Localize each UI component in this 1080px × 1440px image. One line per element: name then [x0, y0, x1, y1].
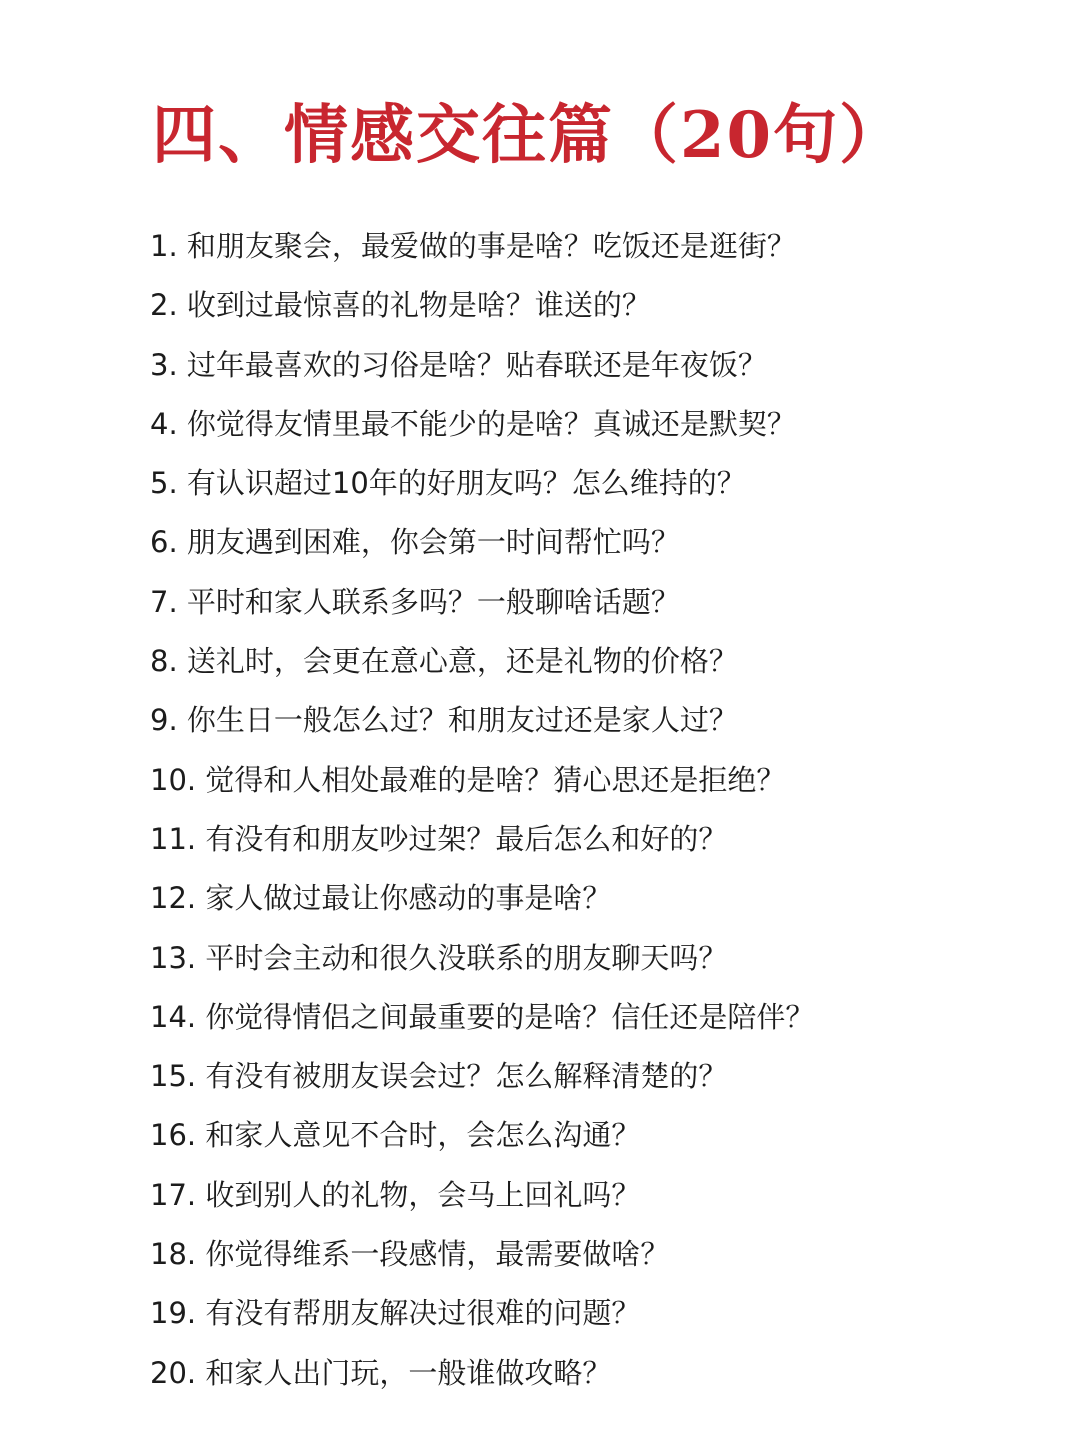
question-list — [150, 217, 814, 1403]
question-item: 12. 家人做过最让你感动的事是啥？ — [150, 881, 612, 916]
page-title: 四、情感交往篇（20句） — [152, 98, 906, 173]
question-item: 18. 你觉得维系一段感情，最需要做啥？ — [150, 1237, 670, 1272]
question-item: 7. 平时和家人联系多吗？一般聊啥话题？ — [150, 584, 680, 619]
question-item: 11. 有没有和朋友吵过架？最后怎么和好的？ — [150, 821, 728, 856]
question-item: 20. 和家人出门玩，一般谁做攻略？ — [150, 1355, 612, 1390]
question-item: 8. 送礼时，会更在意心意，还是礼物的价格？ — [150, 644, 738, 679]
question-item: 9. 你生日一般怎么过？和朋友过还是家人过？ — [150, 703, 738, 738]
question-item: 10. 觉得和人相处最难的是啥？猜心思还是拒绝？ — [150, 762, 786, 797]
question-item: 3. 过年最喜欢的习俗是啥？贴春联还是年夜饭？ — [150, 347, 767, 382]
question-item: 14. 你觉得情侣之间最重要的是啥？信任还是陪伴？ — [150, 999, 815, 1034]
question-item: 2. 收到过最惊喜的礼物是啥？谁送的？ — [150, 288, 651, 323]
question-item: 5. 有认识超过10年的好朋友吗？怎么维持的？ — [150, 466, 746, 501]
question-item: 19. 有没有帮朋友解决过很难的问题？ — [150, 1296, 641, 1331]
question-item: 1. 和朋友聚会，最爱做的事是啥？吃饭还是逛街？ — [150, 229, 796, 263]
question-item: 13. 平时会主动和很久没联系的朋友聊天吗？ — [150, 940, 728, 975]
question-item: 17. 收到别人的礼物，会马上回礼吗？ — [150, 1177, 641, 1212]
question-item: 6. 朋友遇到困难，你会第一时间帮忙吗？ — [150, 525, 680, 560]
question-item: 15. 有没有被朋友误会过？怎么解释清楚的？ — [150, 1059, 728, 1094]
question-item: 4. 你觉得友情里最不能少的是啥？真诚还是默契？ — [150, 406, 796, 441]
question-item: 16. 和家人意见不合时，会怎么沟通？ — [150, 1118, 641, 1153]
